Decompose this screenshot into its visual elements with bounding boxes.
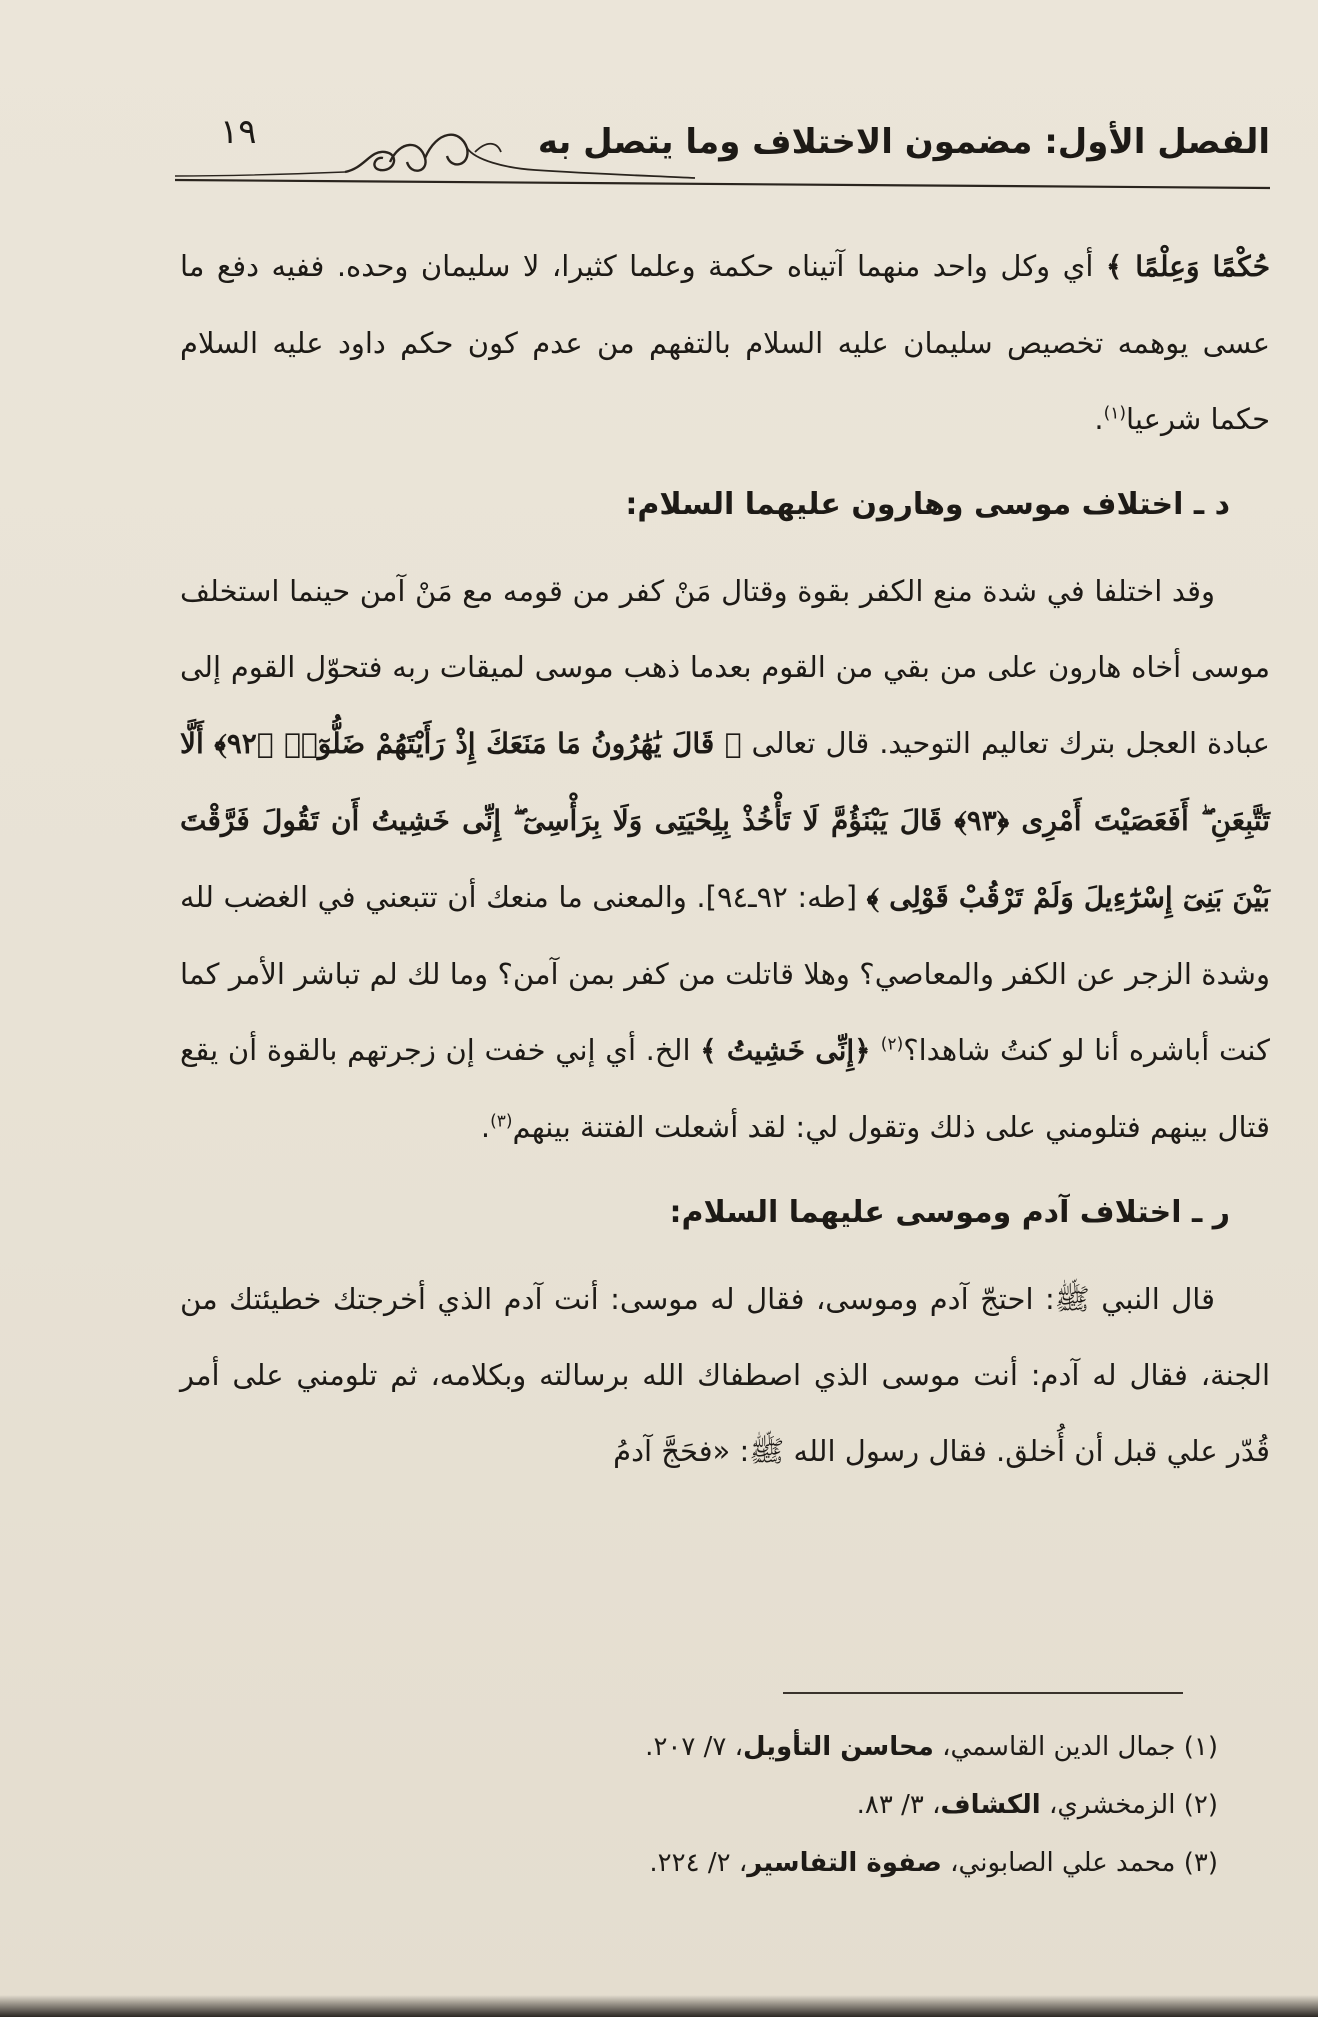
page-number: ١٩ xyxy=(220,112,257,152)
paragraph-text: أي وكل واحد منهما آتيناه حكمة وعلما كثيرا، لا سليمان وحده. ففيه دفع ما عسى يوهمه تخصيص سليمان عليه السلام بالتفهم من عدم كون حكم داود عليه السلام حكما شرعيا xyxy=(180,249,1270,436)
main-text xyxy=(180,228,1270,1489)
paragraph-2 xyxy=(180,553,1270,1165)
footnote-ref[interactable]: (١) xyxy=(1103,403,1127,424)
footnotes xyxy=(118,1718,1218,1892)
paragraph-text: وقد اختلفا في شدة منع الكفر بقوة وقتال مَنْ كفر من قومه مع مَنْ آمن حينما استخلف موسى أخاه هارون على من بقي من القوم بعدما ذهب موسى لميقات ربه فتحوّل القوم إلى عبادة العجل بترك تعاليم التوحيد. قال تعالى xyxy=(180,574,1270,760)
paragraph-end: . xyxy=(480,1110,491,1144)
footnote-1: (١) جمال الدين القاسمي، محاسن التأويل، ٧/ ٢٠٧. xyxy=(645,1732,1218,1762)
paragraph-text: الخ. أي إني خفت إن زجرتهم بالقوة أن يقع قتال بينهم فتلومني على ذلك وتقول لي: لقد أشعلت الفتنة بينهم xyxy=(180,1033,1270,1144)
footnote-divider xyxy=(783,1692,1183,1694)
footnote-3: (٣) محمد علي الصابوني، صفوة التفاسير، ٢/ ٢٢٤. xyxy=(649,1848,1218,1878)
section-heading-r: ر ـ اختلاف آدم وموسى عليهما السلام: xyxy=(669,1195,1230,1230)
footnote-2: (٢) الزمخشري، الكشاف، ٣/ ٨٣. xyxy=(856,1790,1218,1820)
page-header xyxy=(175,110,1270,200)
paragraph-text: والمعنى ما منعك أن تتبعني في الغضب لله وشدة الزجر عن الكفر والمعاصي؟ وهلا قاتلت من كفر بمن آمن؟ وما لك لم تباشر الأمر كما كنت أباشره أنا لو كنتُ شاهدا؟ xyxy=(180,880,1270,1067)
paragraph-end: . xyxy=(1094,402,1104,436)
quran-verse: ﴿ قَالَ يَٰهَٰرُونُ مَا مَنَعَكَ إِذْ رَأَيْتَهُمْ ضَلُّوٓا۟ ﴿٩٢﴾ أَلَّا تَتَّبِعَنِ ۖ أَفَعَصَيْتَ أَمْرِى ﴿٩٣﴾ قَالَ يَبْنَؤُمَّ لَا تَأْخُذْ بِلِحْيَتِى وَلَا بِرَأْسِىٓ ۖ إِنِّى خَشِيتُ أَن تَقُولَ فَرَّقْتَ بَيْنَ بَنِىٓ إِسْرَٰٓءِيلَ وَلَمْ تَرْقُبْ قَوْلِى ﴾ xyxy=(180,727,1270,914)
page-edge-shadow xyxy=(0,1995,1318,2017)
section-heading-d: د ـ اختلاف موسى وهارون عليهما السلام: xyxy=(625,487,1230,522)
quran-verse: حُكْمًا وَعِلْمًا ﴾ xyxy=(1105,250,1270,283)
footnote-ref[interactable]: (٣) xyxy=(490,1111,513,1132)
quran-verse: ﴿إِنِّى خَشِيتُ ﴾ xyxy=(700,1034,881,1067)
verse-citation: [طه: ٩٢ـ٩٤]. xyxy=(686,880,867,914)
chapter-title: الفصل الأول: مضمون الاختلاف وما يتصل به xyxy=(537,122,1270,162)
footnote-ref[interactable]: (٢) xyxy=(880,1034,904,1055)
paragraph-1 xyxy=(180,228,1270,457)
paragraph-3: قال النبي ﷺ: احتجّ آدم وموسى، فقال له موسى: أنت آدم الذي أخرجتك خطيئتك من الجنة، فقال له آدم: أنت موسى الذي اصطفاك الله برسالته وبكلامه، ثم تلومني على أمر قُدّر علي قبل أن أُخلق. فقال رسول الله ﷺ: «فحَجَّ آدمُ xyxy=(180,1282,1270,1468)
